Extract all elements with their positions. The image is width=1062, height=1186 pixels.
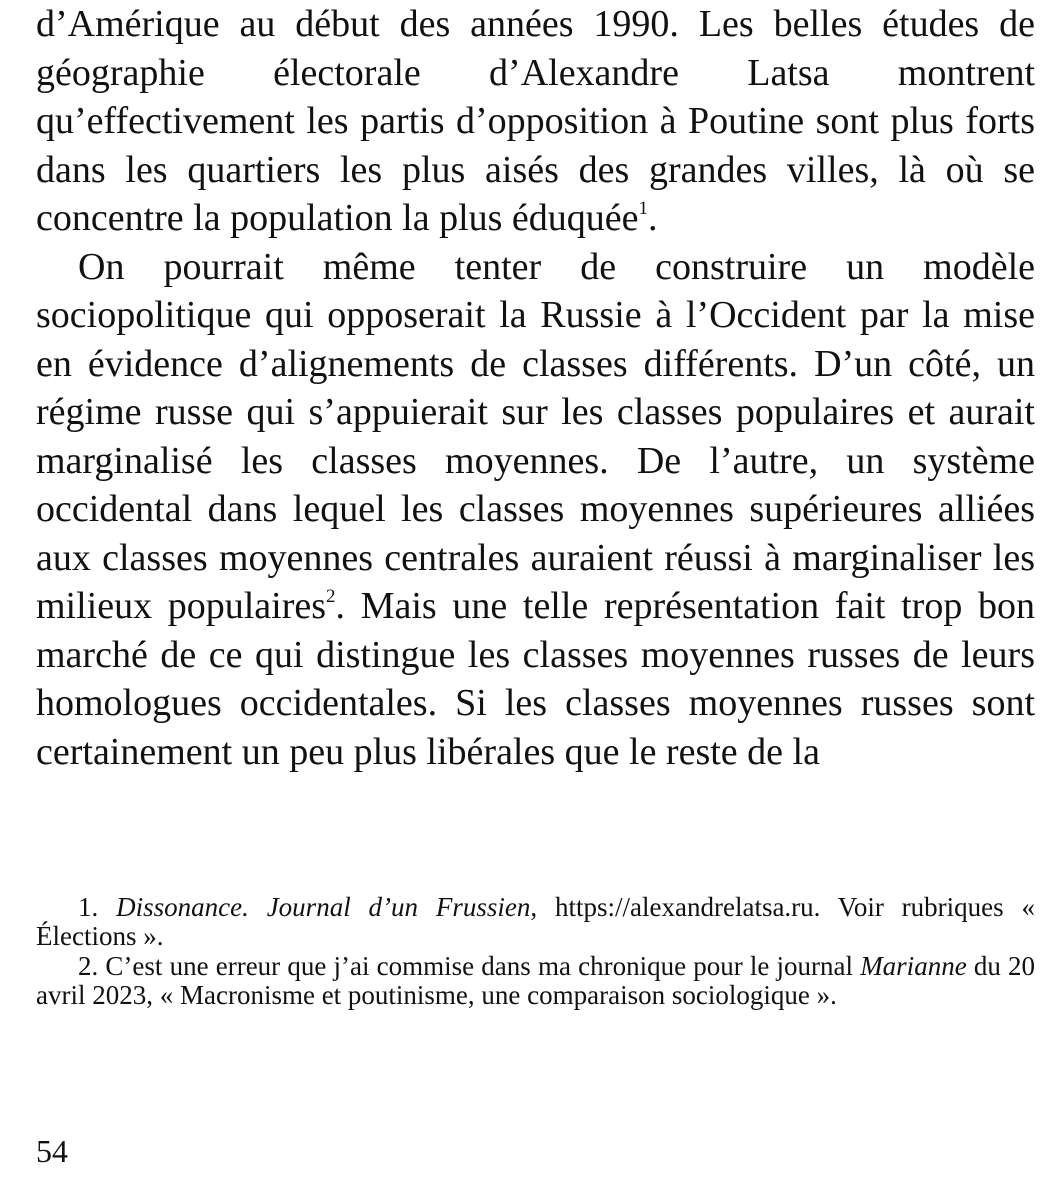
footnote-2-italic: Marianne xyxy=(860,951,967,981)
footnote-1 xyxy=(36,893,1035,950)
footnote-2 xyxy=(36,952,1035,1009)
footnote-1-number: 1. xyxy=(78,892,99,922)
paragraph-2-text-b: . Mais une telle représentation fait trop bon marché de ce qui distingue les classes moyennes russes de leurs homologues occidentales. Si les classes moyennes russes sont certainement un peu plus libérales que le reste de la xyxy=(36,585,1035,773)
page-number: 54 xyxy=(36,1133,68,1169)
footnote-ref-1: 1 xyxy=(638,197,649,219)
footnote-2-before: C’est une erreur que j’ai commise dans ma chronique pour le journal xyxy=(105,951,861,981)
footnote-2-after: du 20 avril 2023, « Macronisme et poutinisme, une comparaison sociologique ». xyxy=(36,951,1036,1010)
footnote-ref-2: 2 xyxy=(326,585,336,607)
paragraph-1 xyxy=(36,0,1035,243)
paragraph-2 xyxy=(36,243,1035,777)
main-text xyxy=(36,0,1035,776)
footnote-1-rest: , https://alexandrelatsa.ru. Voir rubriques « Élections ». xyxy=(36,892,1035,951)
book-page xyxy=(36,0,1036,1169)
footnotes xyxy=(36,893,1035,1011)
paragraph-2-text-a: On pourrait même tenter de construire un modèle sociopolitique qui opposerait la Russie à l’Occident par la mise en évidence d’alignements de classes différents. D’un côté, un régime russe qui s’appuierait sur les classes populaires et aurait marginalisé les classes moyennes. De l’autre, un système occidental dans lequel les classes moyennes supérieures alliées aux classes moyennes centrales auraient réussi à marginaliser les milieux populaires xyxy=(36,245,1035,627)
footnote-1-title: Dissonance. Journal d’un Frussien xyxy=(116,892,531,922)
footnote-2-number: 2. xyxy=(78,951,99,981)
paragraph-1-text: d’Amérique au début des années 1990. Les belles études de géographie électorale d’Alexandre Latsa montrent qu’effectivement les partis d’opposition à Poutine sont plus forts dans les quartiers les plus aisés des grandes villes, là où se concentre la population la plus éduquée xyxy=(36,3,1035,239)
paragraph-1-tail: . xyxy=(648,197,658,239)
